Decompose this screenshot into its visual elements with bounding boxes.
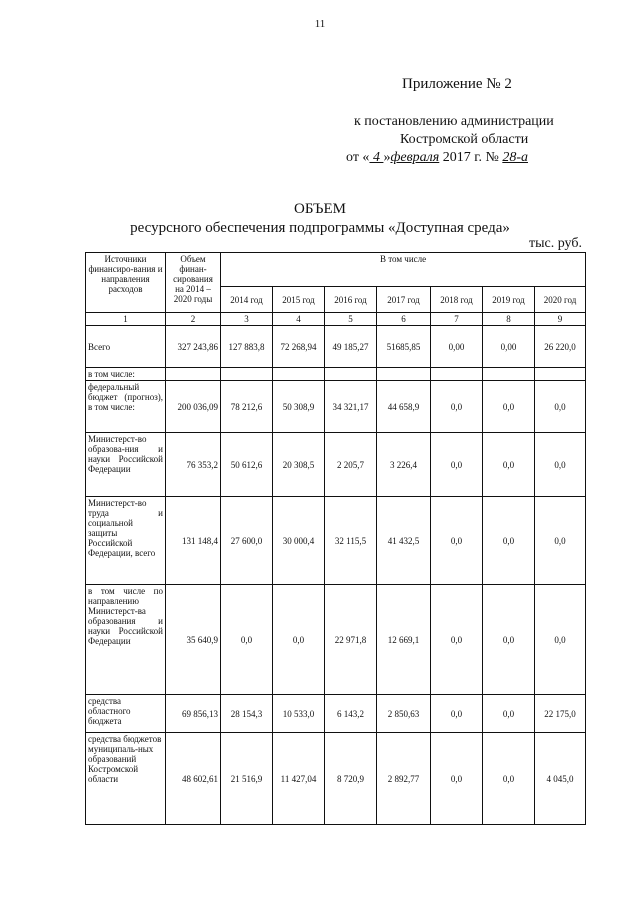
header-volume: Объем финан-сирования на 2014 – 2020 годы bbox=[166, 253, 221, 313]
row-value: 2 892,77 bbox=[377, 733, 431, 825]
row-value: 35 640,9 bbox=[166, 585, 221, 695]
row-value: 20 308,5 bbox=[273, 433, 325, 497]
row-value: 69 856,13 bbox=[166, 695, 221, 733]
appendix-title: Приложение № 2 bbox=[402, 76, 512, 92]
row-value: 0,0 bbox=[535, 497, 586, 585]
header-year: 2020 год bbox=[535, 287, 586, 313]
row-value: 72 268,94 bbox=[273, 326, 325, 368]
units-label: тыс. руб. bbox=[529, 236, 582, 251]
table-row bbox=[86, 497, 586, 585]
row-value: 12 669,1 bbox=[377, 585, 431, 695]
row-value: 76 353,2 bbox=[166, 433, 221, 497]
table-row bbox=[86, 326, 586, 368]
column-number: 9 bbox=[535, 313, 586, 326]
row-value: 3 226,4 bbox=[377, 433, 431, 497]
row-value: 0,0 bbox=[483, 695, 535, 733]
row-label: в том числе по направлению Министерст-ва образования и науки Российской Федерации bbox=[86, 585, 166, 695]
table-header bbox=[86, 253, 586, 326]
date-month: февраля bbox=[390, 150, 440, 165]
row-value: 0,0 bbox=[483, 497, 535, 585]
row-value bbox=[221, 368, 273, 381]
header-year: 2016 год bbox=[325, 287, 377, 313]
row-value: 26 220,0 bbox=[535, 326, 586, 368]
resource-table bbox=[85, 252, 586, 825]
row-value: 0,0 bbox=[483, 733, 535, 825]
row-value: 28 154,3 bbox=[221, 695, 273, 733]
row-value: 0,0 bbox=[431, 433, 483, 497]
row-value: 32 115,5 bbox=[325, 497, 377, 585]
row-value: 21 516,9 bbox=[221, 733, 273, 825]
column-number: 5 bbox=[325, 313, 377, 326]
row-value: 41 432,5 bbox=[377, 497, 431, 585]
date-prefix: от « bbox=[346, 150, 370, 165]
row-value: 48 602,61 bbox=[166, 733, 221, 825]
row-label: Министерст-во труда и социальной защиты Российской Федерации, всего bbox=[86, 497, 166, 585]
row-value: 0,0 bbox=[483, 585, 535, 695]
row-value: 0,00 bbox=[483, 326, 535, 368]
table-row bbox=[86, 433, 586, 497]
column-number: 1 bbox=[86, 313, 166, 326]
resolution-date-line bbox=[340, 149, 590, 167]
row-value: 127 883,8 bbox=[221, 326, 273, 368]
row-value: 2 205,7 bbox=[325, 433, 377, 497]
row-value: 34 321,17 bbox=[325, 381, 377, 433]
row-value: 0,0 bbox=[535, 585, 586, 695]
row-value bbox=[166, 368, 221, 381]
heading-subtitle: ресурсного обеспечения подпрограммы «Доступная среда» bbox=[130, 220, 510, 236]
row-value: 0,0 bbox=[431, 733, 483, 825]
row-value: 131 148,4 bbox=[166, 497, 221, 585]
row-value: 50 612,6 bbox=[221, 433, 273, 497]
row-value: 0,0 bbox=[535, 433, 586, 497]
header-including: В том числе bbox=[221, 253, 586, 287]
row-value: 0,0 bbox=[221, 585, 273, 695]
row-value: 0,0 bbox=[431, 695, 483, 733]
table-body bbox=[86, 326, 586, 825]
row-value: 51685,85 bbox=[377, 326, 431, 368]
row-value: 2 850,63 bbox=[377, 695, 431, 733]
row-value bbox=[483, 368, 535, 381]
row-value bbox=[273, 368, 325, 381]
table-row bbox=[86, 381, 586, 433]
row-value bbox=[535, 368, 586, 381]
row-label: средства областного бюджета bbox=[86, 695, 166, 733]
document-heading bbox=[0, 200, 640, 238]
row-value: 0,0 bbox=[431, 381, 483, 433]
row-value: 78 212,6 bbox=[221, 381, 273, 433]
row-label: Министерст-во образова-ния и науки Российской Федерации bbox=[86, 433, 166, 497]
row-value: 44 658,9 bbox=[377, 381, 431, 433]
date-mid: » bbox=[383, 150, 391, 165]
page-number: 11 bbox=[314, 18, 326, 30]
row-value: 200 036,09 bbox=[166, 381, 221, 433]
row-value: 22 971,8 bbox=[325, 585, 377, 695]
row-value: 27 600,0 bbox=[221, 497, 273, 585]
table-row bbox=[86, 733, 586, 825]
row-value bbox=[431, 368, 483, 381]
row-value: 0,0 bbox=[483, 381, 535, 433]
row-value: 50 308,9 bbox=[273, 381, 325, 433]
row-value: 10 533,0 bbox=[273, 695, 325, 733]
resolution-line-2: Костромской области bbox=[400, 132, 529, 147]
column-numbers-row bbox=[86, 313, 586, 326]
row-label: в том числе: bbox=[86, 368, 166, 381]
resolution-line-1: к постановлению администрации bbox=[354, 114, 554, 129]
row-value bbox=[377, 368, 431, 381]
heading-title: ОБЪЕМ bbox=[294, 201, 346, 217]
header-year: 2019 год bbox=[483, 287, 535, 313]
row-value: 49 185,27 bbox=[325, 326, 377, 368]
column-number: 3 bbox=[221, 313, 273, 326]
row-label: средства бюджетов муниципаль-ных образований Костромской области bbox=[86, 733, 166, 825]
row-value: 22 175,0 bbox=[535, 695, 586, 733]
row-label: Всего bbox=[86, 326, 166, 368]
row-value: 4 045,0 bbox=[535, 733, 586, 825]
column-number: 7 bbox=[431, 313, 483, 326]
resolution-reference bbox=[340, 113, 590, 167]
row-value: 11 427,04 bbox=[273, 733, 325, 825]
row-value: 327 243,86 bbox=[166, 326, 221, 368]
row-value: 0,0 bbox=[273, 585, 325, 695]
row-value: 0,0 bbox=[483, 433, 535, 497]
header-year: 2017 год bbox=[377, 287, 431, 313]
header-year: 2015 год bbox=[273, 287, 325, 313]
row-value: 8 720,9 bbox=[325, 733, 377, 825]
column-number: 2 bbox=[166, 313, 221, 326]
column-number: 6 bbox=[377, 313, 431, 326]
column-number: 8 bbox=[483, 313, 535, 326]
row-value: 0,0 bbox=[431, 585, 483, 695]
header-sources: Источники финансиро-вания и направления расходов bbox=[86, 253, 166, 313]
row-value: 0,0 bbox=[431, 497, 483, 585]
row-value: 6 143,2 bbox=[325, 695, 377, 733]
table-row bbox=[86, 695, 586, 733]
row-label: федеральный бюджет (прогноз), в том числе: bbox=[86, 381, 166, 433]
document-number: 28-а bbox=[502, 150, 528, 165]
header-year: 2018 год bbox=[431, 287, 483, 313]
table-row bbox=[86, 368, 586, 381]
row-value: 30 000,4 bbox=[273, 497, 325, 585]
row-value: 0,00 bbox=[431, 326, 483, 368]
header-year: 2014 год bbox=[221, 287, 273, 313]
table-row bbox=[86, 585, 586, 695]
row-value: 0,0 bbox=[535, 381, 586, 433]
date-day: 4 bbox=[369, 150, 384, 165]
date-year: 2017 г. № bbox=[439, 150, 503, 165]
column-number: 4 bbox=[273, 313, 325, 326]
row-value bbox=[325, 368, 377, 381]
